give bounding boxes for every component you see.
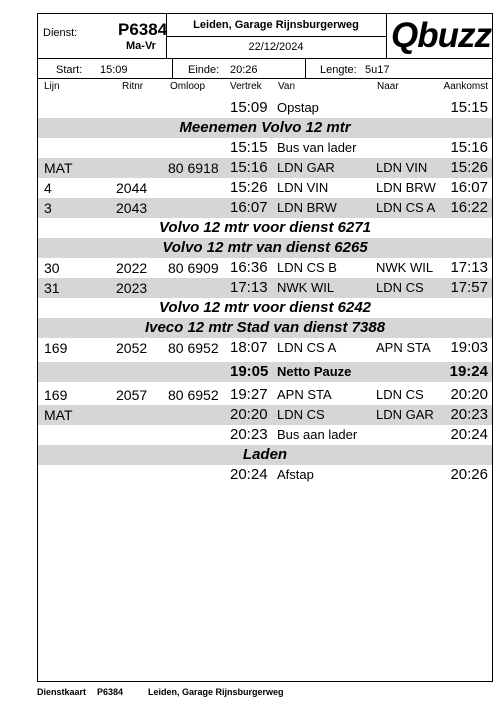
column-ritnr: Ritnr [122,81,144,92]
pause-row [38,362,492,382]
column-lijn: Lijn [44,81,60,92]
cell-van: NWK WIL [277,280,335,295]
location-title: Leiden, Garage Rijnsburgerweg [193,19,359,31]
cell-ritnr: 2023 [116,280,148,296]
section-title: Iveco 12 mtr Stad van dienst 7388 [144,319,386,336]
cell-lijn: MAT [44,407,73,423]
cell-vertrek: 16:07 [230,199,268,216]
cell-ritnr: 2022 [116,260,148,276]
cell-van: Bus aan lader [277,427,358,442]
column-omloop: Omloop [170,81,206,92]
cell-lijn: 3 [44,200,52,216]
start-label: Start: [56,64,83,76]
cell-aankomst: 15:15 [450,99,488,116]
qbuzz-logo: Qbuzz [391,16,491,55]
cell-aankomst: 20:24 [450,426,488,443]
cell-omloop: 80 6952 [168,387,219,403]
section-row [38,445,492,465]
cell-ritnr: 2043 [116,200,148,216]
column-aankomst: Aankomst [443,81,488,92]
cell-van: LDN GAR [277,160,335,175]
cell-lijn: 30 [44,260,60,276]
cell-vertrek: 20:23 [230,426,268,443]
cell-van: Opstap [277,100,319,115]
cell-van: LDN BRW [277,200,337,215]
cell-naar: LDN GAR [376,407,434,422]
cell-vertrek: 16:36 [230,259,268,276]
cell-aankomst: 16:07 [450,179,488,196]
date: 22/12/2024 [248,41,304,53]
cell-van: LDN VIN [277,180,329,195]
table-row [38,138,492,158]
section-row [38,218,492,238]
table-row [38,425,492,445]
cell-van: APN STA [277,387,332,402]
table-row [38,405,492,425]
header-divider [386,14,387,58]
section-title: Meenemen Volvo 12 mtr [179,119,351,136]
cell-vertrek: 15:26 [230,179,268,196]
cell-naar: NWK WIL [376,260,434,275]
cell-van: LDN CS B [277,260,337,275]
cell-van: Afstap [277,467,314,482]
cell-van: Netto Pauze [277,364,352,379]
cell-ritnr: 2044 [116,180,148,196]
cell-vertrek: 19:27 [230,386,268,403]
cell-van: LDN CS [277,407,325,422]
cell-lijn: 31 [44,280,60,296]
start-time: 15:09 [100,64,128,76]
table-row [38,338,492,358]
table-row [38,465,492,485]
section-row [38,298,492,318]
section-row [38,318,492,338]
dienst-code: P6384 [118,20,168,39]
cell-lijn: 169 [44,387,68,403]
header-divider [166,36,386,37]
footer-label: Dienstkaart [37,687,87,697]
dienst-label: Dienst: [43,27,78,39]
table-row [38,258,492,278]
cell-vertrek: 20:20 [230,406,268,423]
lengte-value: 5u17 [365,64,390,76]
duty-card [37,13,493,682]
cell-naar: LDN CS [376,387,424,402]
cell-vertrek: 17:13 [230,279,268,296]
section-title: Volvo 12 mtr voor dienst 6242 [158,299,372,316]
cell-vertrek: 15:16 [230,159,268,176]
cell-aankomst: 15:16 [450,139,488,156]
page-footer [37,687,493,701]
column-naar: Naar [377,81,399,92]
cell-vertrek: 15:09 [230,99,268,116]
section-row [38,238,492,258]
header-divider [172,58,173,78]
cell-aankomst: 20:23 [450,406,488,423]
table-row [38,278,492,298]
cell-aankomst: 17:57 [450,279,488,296]
cell-aankomst: 20:20 [450,386,488,403]
cell-naar: LDN CS [376,280,424,295]
cell-omloop: 80 6909 [168,260,219,276]
table-row [38,178,492,198]
lengte-label: Lengte: [320,64,357,76]
cell-naar: APN STA [376,340,431,355]
cell-lijn: 4 [44,180,52,196]
cell-van: Bus van lader [277,140,357,155]
cell-aankomst: 19:03 [450,339,488,356]
cell-vertrek: 19:05 [230,363,269,380]
section-title: Volvo 12 mtr voor dienst 6271 [158,219,372,236]
einde-time: 20:26 [230,64,258,76]
header-divider [38,58,492,59]
section-row [38,118,492,138]
cell-aankomst: 19:24 [449,363,488,380]
cell-vertrek: 20:24 [230,466,268,483]
cell-omloop: 80 6952 [168,340,219,356]
einde-label: Einde: [188,64,220,76]
cell-lijn: MAT [44,160,73,176]
table-row [38,385,492,405]
column-header-row [38,79,492,93]
cell-aankomst: 15:26 [450,159,488,176]
cell-lijn: 169 [44,340,68,356]
cell-ritnr: 2052 [116,340,148,356]
cell-naar: LDN VIN [376,160,428,175]
footer-code: P6384 [97,687,124,697]
cell-van: LDN CS A [277,340,337,355]
table-row [38,198,492,218]
table-row [38,98,492,118]
table-row [38,158,492,178]
section-title: Volvo 12 mtr van dienst 6265 [162,239,368,256]
column-van: Van [278,81,296,92]
cell-vertrek: 18:07 [230,339,268,356]
header-divider [305,58,306,78]
section-title: Laden [242,446,288,463]
cell-aankomst: 20:26 [450,466,488,483]
cell-aankomst: 16:22 [450,199,488,216]
cell-omloop: 80 6918 [168,160,219,176]
days: Ma-Vr [126,40,156,52]
cell-naar: LDN CS A [376,200,436,215]
cell-aankomst: 17:13 [450,259,488,276]
footer-location: Leiden, Garage Rijnsburgerweg [148,687,284,697]
column-vertrek: Vertrek [230,81,262,92]
cell-ritnr: 2057 [116,387,148,403]
cell-vertrek: 15:15 [230,139,268,156]
cell-naar: LDN BRW [376,180,436,195]
